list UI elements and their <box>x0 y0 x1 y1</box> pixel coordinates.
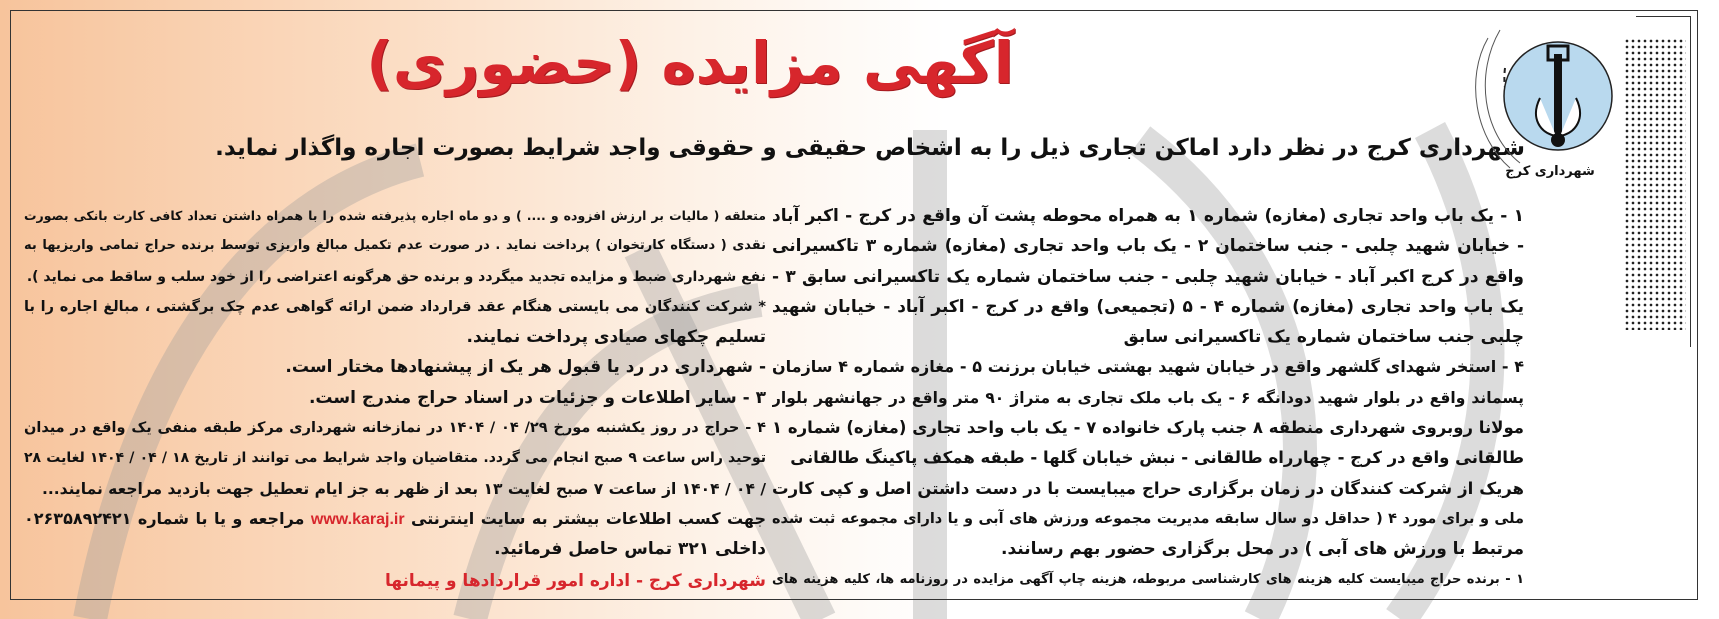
ad-subtitle: شهرداری کرج در نظر دارد اماکن تجاری ذیل را به اشخاص حقیقی و حقوقی واجد شرایط بصورت اجاره واگذار نماید. <box>215 135 1525 161</box>
website-link[interactable]: www.karaj.ir <box>310 510 405 528</box>
text-line: ۳ - سایر اطلاعات و جزئیات در اسناد حراج مندرج است. <box>308 387 766 408</box>
text-line: / ۰۴ / ۱۴۰۴ از ساعت ۷ صبح لغایت ۱۳ بعد از ظهر به جز ایام تعطیل جهت بازدید مراجعه نمایند... <box>41 479 766 498</box>
text-line: طالقانی واقع در کرج - چهارراه طالقانی - نبش خیابان گلها - طبقه همکف پاکینگ طالقانی <box>790 448 1524 468</box>
text-line: ۴ - استخر شهدای گلشهر واقع در خیابان شهید بهشتی خیابان برزنت ۵ - مغازه شماره ۴ سازمان <box>772 357 1524 377</box>
text-line: چلبی جنب ساختمان شماره یک تاکسیرانی سابق <box>1123 327 1524 348</box>
text-line: پسماند واقع در بلوار شهید دودانگه ۶ - یک باب ملک تجاری به متراژ ۹۰ متر واقع در جهانشهر بلوار <box>772 388 1524 407</box>
contact-suffix: مراجعه و یا با شماره ۰۲۶۳۵۸۹۲۴۲۱ <box>24 508 305 528</box>
right-column <box>772 201 1524 595</box>
decorative-dot-pattern <box>1624 38 1686 330</box>
logo-caption: شهرداری کرج <box>1505 164 1595 179</box>
text-line: هریک از شرکت کنندگان در زمان برگزاری حراج میبایست با در دست داشتن اصل و کپی کارت <box>772 478 1524 498</box>
ad-title: آگهی مزایده (حضوری) <box>366 29 1014 97</box>
text-line: مولانا روبروی شهرداری منطقه ۸ جنب پارک خانواده ۷ - یک باب واحد تجاری (مغازه) شماره ۱ <box>772 418 1524 438</box>
text-line: - شهرداری در رد یا قبول هر یک از پیشنهادها مختار است. <box>285 357 766 378</box>
left-column <box>24 201 766 591</box>
text-line: واقع در کرج اکبر آباد - خیابان شهید چلبی - جنب ساختمان شماره یک تاکسیرانی سابق ۳ - <box>772 266 1524 287</box>
text-line: متعلقه ( مالیات بر ارزش افزوده و .... ) و دو ماه اجاره پذیرفته شده را با همراه داشتن تعداد کافی کارت بانکی بصورت <box>24 208 766 223</box>
text-line: یک باب واحد تجاری (مغازه) شماره ۴ - ۵ (تجمیعی) واقع در کرج - اکبر آباد - خیابان شهید <box>772 296 1524 317</box>
text-line: تسلیم چکهای صیادی پرداخت نمایند. <box>466 327 766 348</box>
text-line: نقدی ( دستگاه کارتخوان ) پرداخت نماید . در صورت عدم تکمیل مبالغ واریزی توسط برنده حراج تمامی واریزیها به <box>24 238 766 254</box>
signature: شهرداری کرج - اداره امور قراردادها و پیمانها <box>384 570 766 591</box>
text-line: - خیابان شهید چلبی - جنب ساختمان ۲ - یک باب واحد تجاری (مغازه) شماره ۳ تاکسیرانی <box>772 236 1524 257</box>
text-line: ۴ - حراج در روز یکشنبه مورخ ۲۹/ ۰۴ / ۱۴۰۴ در نمازخانه شهرداری مرکز طبقه منفی یک واقع در میدان <box>24 420 766 437</box>
text-line: مرتبط با ورزش های آبی ) در محل برگزاری حضور بهم رسانند. <box>1001 539 1524 560</box>
contact-line <box>24 504 766 534</box>
text-line: نفع شهرداری ضبط و مزایده تجدید میگردد و برنده حق هرگونه اعتراضی را از خود سلب و ساقط می نماید ). <box>26 268 766 285</box>
text-line: توحید راس ساعت ۹ صبح انجام می گردد. متقاضیان واجد شرایط می توانند از تاریخ ۱۸ / ۰۴ / ۱۴۰۴ لغایت ۲۸ <box>24 450 766 467</box>
text-line: ۱ - یک باب واحد تجاری (مغازه) شماره ۱ به همراه محوطه پشت آن واقع در کرج - اکبر آباد <box>772 206 1524 226</box>
text-line: ۱ - برنده حراج میبایست کلیه هزینه های کارشناسی مربوطه، هزینه چاپ آگهی مزایده در روزنامه ها، کلیه هزینه های <box>772 571 1524 587</box>
text-line: داخلی ۳۲۱ تماس حاصل فرمائید. <box>494 539 766 560</box>
text-line: ملی و برای مورد ۴ ( حداقل دو سال سابقه مدیریت مجموعه ورزش های آبی و یا دارای مجموعه ثبت شده <box>772 510 1524 527</box>
contact-prefix: جهت کسب اطلاعات بیشتر به سایت اینترنتی <box>411 508 766 528</box>
text-line: * شرکت کنندگان می بایستی هنگام عقد قرارداد ضمن ارائه گواهی عدم چک برگشتی ، مبالغ اجاره را با <box>24 298 766 315</box>
